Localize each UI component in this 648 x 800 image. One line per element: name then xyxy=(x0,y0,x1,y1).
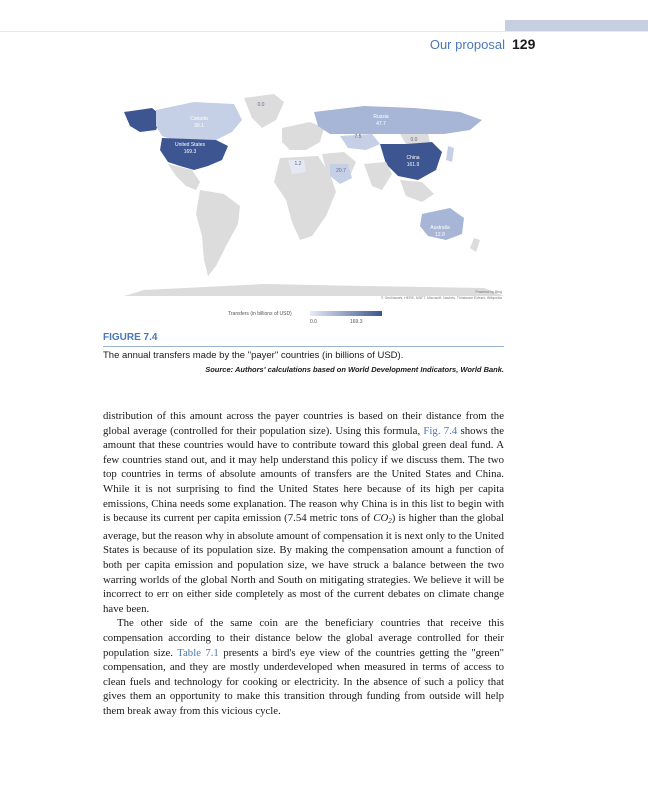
japan-shape xyxy=(446,146,454,162)
figure-rule xyxy=(103,346,504,347)
label-greenland: 0.0 xyxy=(257,102,265,108)
label-us-name: United States xyxy=(174,142,206,148)
legend-max: 169.3 xyxy=(350,319,363,325)
label-algeria-value: 1.2 xyxy=(294,161,302,167)
label-australia-name: Australia xyxy=(430,225,450,231)
world-map xyxy=(104,90,524,305)
page-number: 129 xyxy=(512,36,536,52)
paragraph-2: The other side of the same coin are the beneficiary countries that receive this compensation according to their distance below the global average controlled for their population size. Table 7.1 presents a bird's eye view of the countries getting the "green" compensation, and they are mostly underdeveloped when measured in terms of access to clean fuels and technology for cooking or electricity. In the absence of such a policy that gives them an opportunity to make this transition through funding from outside will help them break away from this vicious cycle. xyxy=(103,617,504,717)
label-mongolia-value: 0.0 xyxy=(410,137,418,143)
label-canada-value: 30.1 xyxy=(194,123,204,129)
label-russia-name: Russia xyxy=(373,114,389,120)
legend-color-ramp xyxy=(310,311,382,316)
header-rule xyxy=(0,31,648,32)
label-kazakhstan-value: 7.5 xyxy=(354,134,362,140)
figure-reference-link[interactable]: Fig. 7.4 xyxy=(423,424,458,437)
legend-title: Transfers (in billions of USD) xyxy=(228,311,292,317)
label-us-value: 169.3 xyxy=(183,149,197,155)
figure-source: Source: Authors' calculations based on World Development Indicators, World Bank. xyxy=(205,365,504,374)
label-canada-name: Canada xyxy=(190,116,208,122)
map-credit-sources: © GeoNames, HERE, MSFT, Microsoft, Navinfo, Thinkware Extract, Wikipedia xyxy=(381,296,502,300)
map-legend xyxy=(200,308,400,328)
header-accent-bar xyxy=(505,20,648,31)
india-shape xyxy=(364,162,392,190)
greenland-shape xyxy=(244,94,284,128)
table-reference-link[interactable]: Table 7.1 xyxy=(177,646,219,659)
label-china-name: China xyxy=(406,155,420,161)
world-map-svg xyxy=(104,90,524,305)
new-zealand-shape xyxy=(470,238,480,252)
figure-label: FIGURE 7.4 xyxy=(103,332,158,343)
antarctica-shape xyxy=(124,284,504,296)
canada-shape xyxy=(156,102,242,142)
co2-formula: $CO_2$ xyxy=(373,512,392,526)
saudi-shape xyxy=(330,164,352,184)
paragraph-1: distribution of this amount across the payer countries is based on their distance from the global average (controlled for their population size). Using this formula, Fig. 7.4 shows the amount that these countries would have to contribute toward this global green deal fund. A few countries stand out, and it may help understand this policy if we discuss them. The two top countries in terms of absolute amounts of transfers are the United States and China. While it is not surprising to find the United States here because of its high per capita emissions, China needs some explanation. The reason why China is in this list to begin with is because its current per capita emission (7.54 metric tons of $CO_2$) is higher than the global average, but the reason why in absolute amount of compensation it is next only to the United States is because of its population size. By making the compensation amount a function of both per capita emission and population size, we have struck a balance between the two warring worlds of the global North and South on mitigating strategies. We believe it will be incorrect to err on either side completely as most of the current debates on climate change have been. xyxy=(103,410,504,615)
label-russia-value: 47.7 xyxy=(376,121,386,127)
label-saudi-value: 20.7 xyxy=(336,168,346,174)
body-text xyxy=(103,409,504,718)
label-china-value: 161.9 xyxy=(406,162,420,168)
figure-caption: The annual transfers made by the "payer" countries (in billions of USD). xyxy=(103,350,404,361)
legend-min: 0.0 xyxy=(310,319,317,325)
running-header-section: Our proposal xyxy=(429,37,505,52)
russia-shape xyxy=(314,106,482,134)
se-asia-shape xyxy=(400,180,434,202)
europe-shape xyxy=(282,122,324,150)
label-australia-value: 12.8 xyxy=(435,232,445,238)
map-credit-bing: Powered by Bing xyxy=(475,290,502,294)
south-america-shape xyxy=(196,190,240,276)
